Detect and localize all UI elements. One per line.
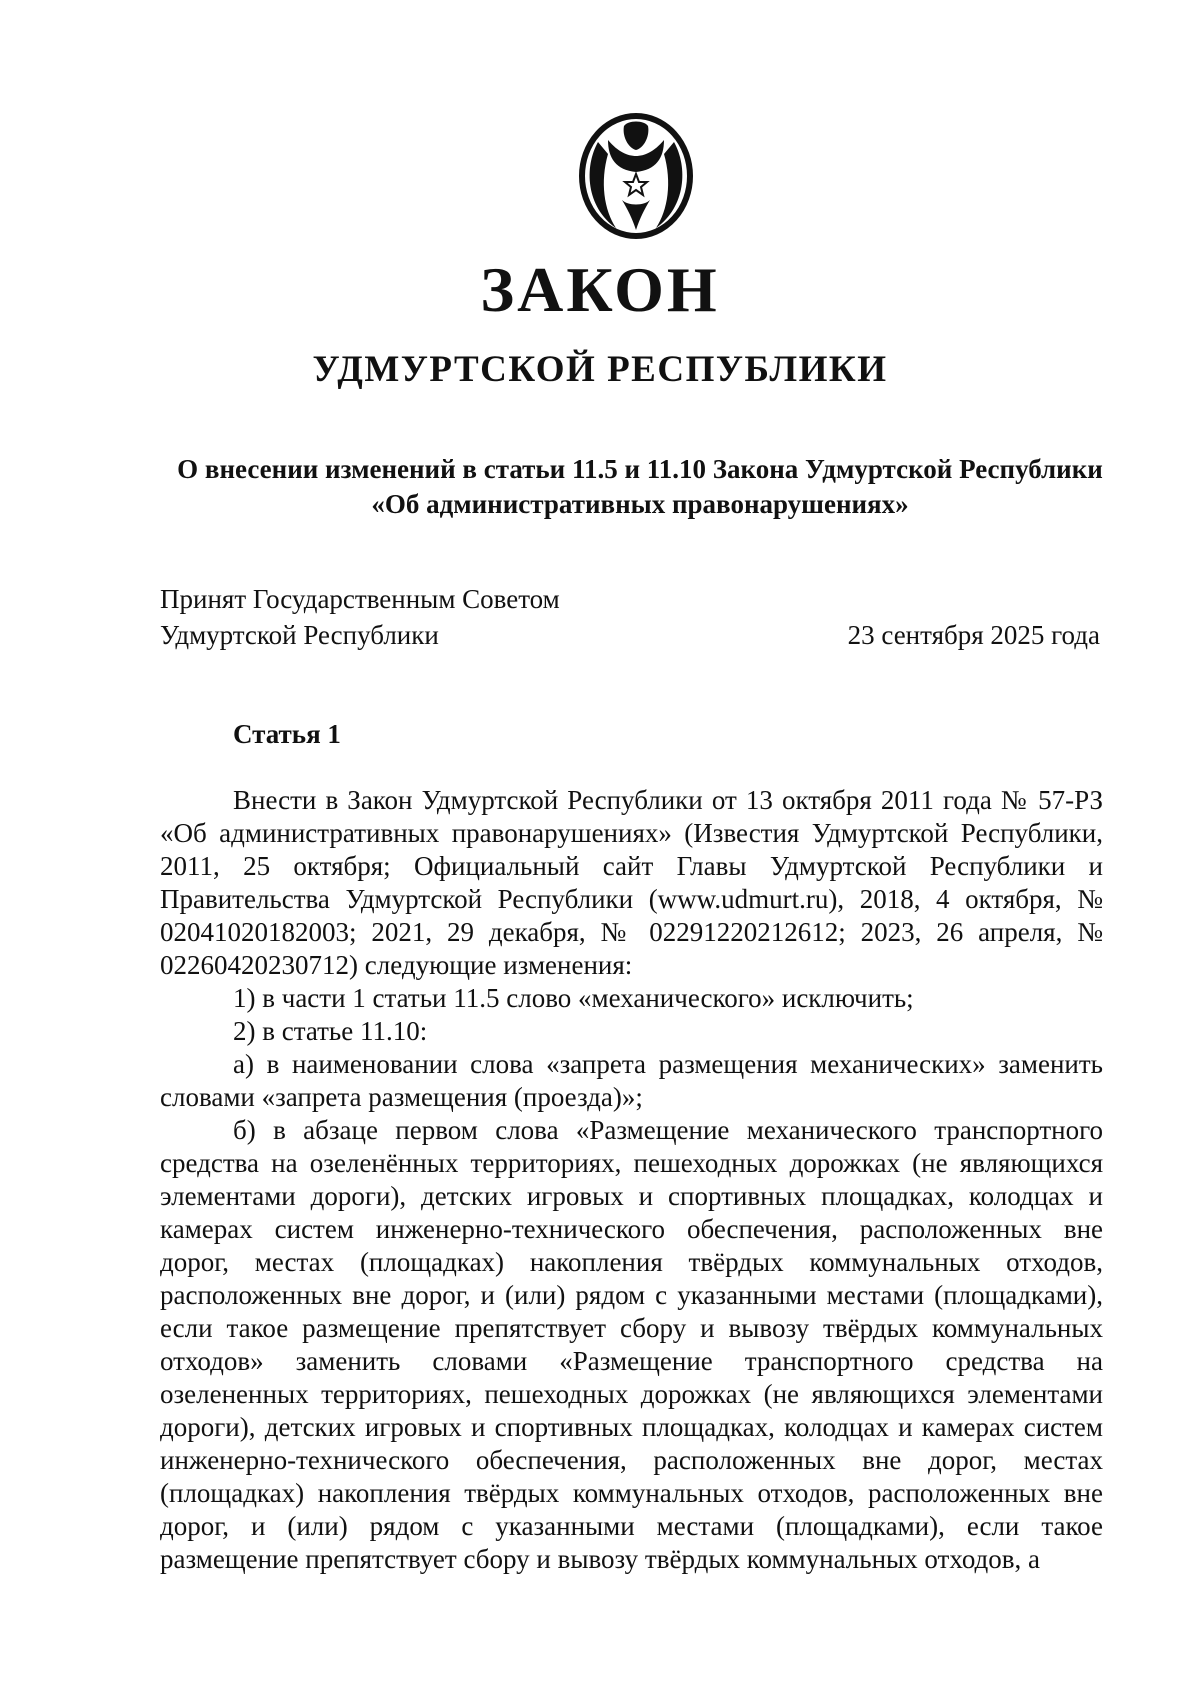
paragraph: б) в абзаце первом слова «Размещение механического транспортного средства на озеленённых территориях, пешеходных дорожках (не являющихся элементами дороги), детских игровых и спортивных площадках, колодцах и камерах систем инженерно-технического обеспечения, расположенных вне дорог, местах (площадках) накопления твёрдых коммунальных отходов, расположенных вне дорог, и (или) рядом с указанными местами (площадками), если такое размещение препятствует сбору и вывозу твёрдых коммунальных отходов» заменить словами «Размещение транспортного средства на озелененных территориях, пешеходных дорожках (не являющихся элементами дороги), детских игровых и спортивных площадках, колодцах и камерах систем инженерно-технического обеспечения, расположенных вне дорог, местах (площадках) накопления твёрдых коммунальных отходов, расположенных вне дорог, и (или) рядом с указанными местами (площадками), если такое размещение препятствует сбору и вывозу твёрдых коммунальных отходов, а xyxy=(160,1115,1103,1574)
law-name-line: О внесении изменений в статьи 11.5 и 11.10 Закона Удмуртской Республики xyxy=(177,454,1103,484)
document-title: ЗАКОН xyxy=(480,254,720,325)
article-body xyxy=(160,784,1103,1576)
adopted-by-line: Принят Государственным Советом xyxy=(160,584,560,614)
law-name-line: «Об административных правонарушениях» xyxy=(371,489,909,519)
paragraph: а) в наименовании слова «запрета размещения механических» заменить словами «запрета размещения (проезда)»; xyxy=(160,1049,1103,1112)
law-name xyxy=(160,452,1120,522)
article-heading: Статья 1 xyxy=(233,719,341,749)
adoption-date: 23 сентября 2025 года xyxy=(847,620,1100,650)
adoption-block xyxy=(160,581,1100,653)
paragraph: 1) в части 1 статьи 11.5 слово «механического» исключить; xyxy=(233,983,914,1013)
adopted-by-line: Удмуртской Республики xyxy=(160,620,439,650)
udmurt-emblem-icon xyxy=(578,112,694,240)
document-subtitle: УДМУРТСКОЙ РЕСПУБЛИКИ xyxy=(312,349,888,390)
paragraph: 2) в статье 11.10: xyxy=(233,1016,428,1046)
paragraph: Внести в Закон Удмуртской Республики от 13 октября 2011 года № 57-РЗ «Об административных правонарушениях» (Известия Удмуртской Республики, 2011, 25 октября; Официальный сайт Главы Удмуртской Республики и Правительства Удмуртской Республики (www.udmurt.ru), 2018, 4 октября, № 02041020182003; 2021, 29 декабря, № 02291220212612; 2023, 26 апреля, № 02260420230712) следующие изменения: xyxy=(160,785,1103,980)
